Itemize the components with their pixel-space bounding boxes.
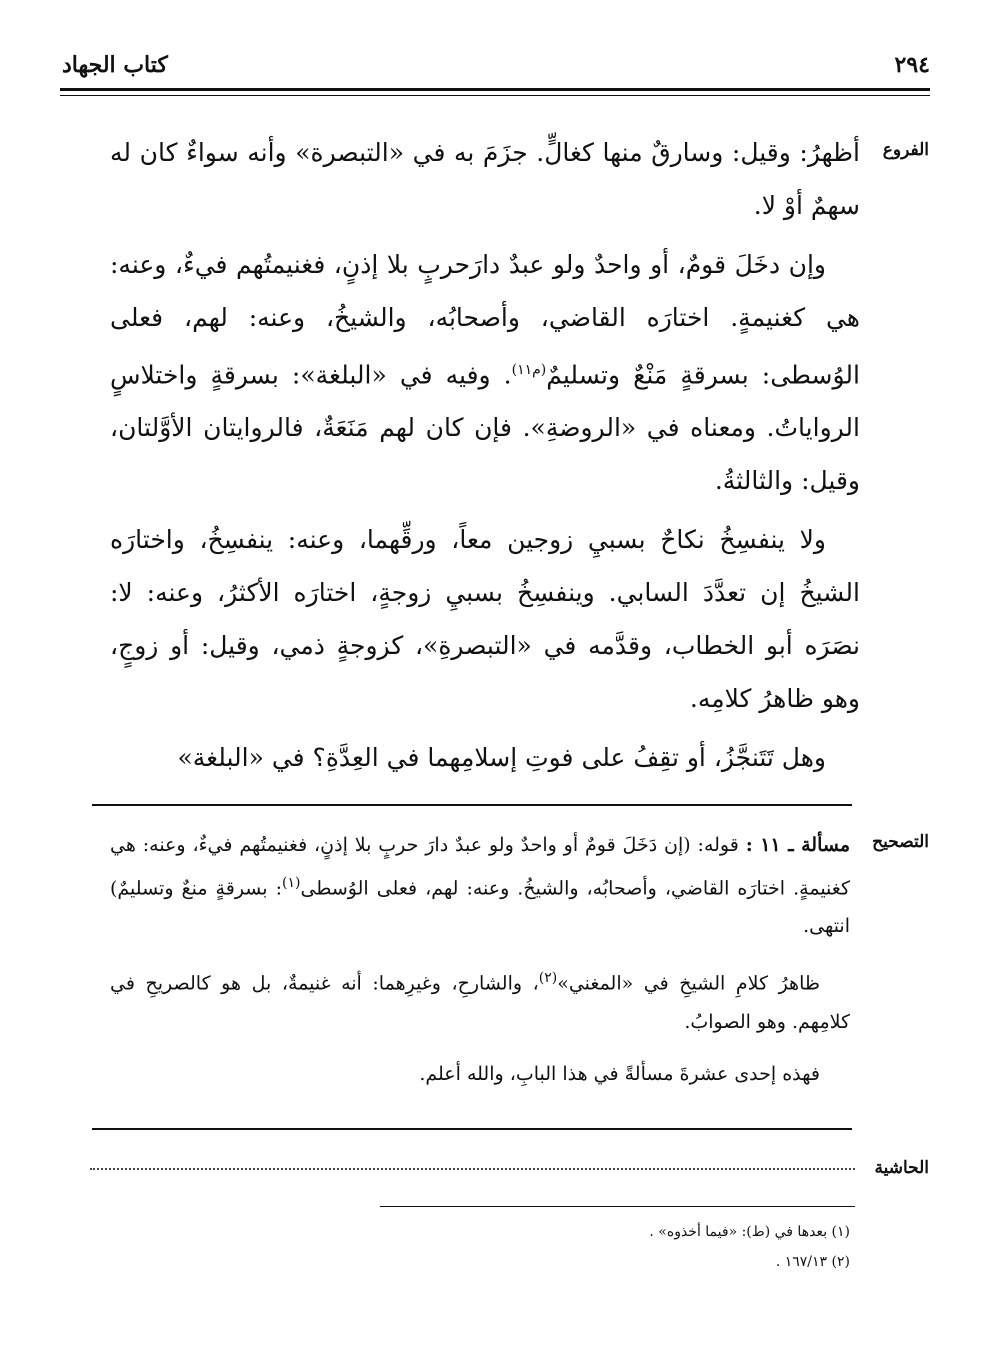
main-p4-text: وهل تَتَنجَّزُ، أو تقِفُ على فوتِ إسلامِهما في العِدَّةِ؟ في «البلغة»: [177, 743, 826, 773]
tashih-text: [110, 826, 850, 1107]
header-rule-thick: [60, 88, 930, 91]
main-p2-text: وإن دخَلَ قومٌ، أو واحدٌ ولو عبدٌ دارَحربٍ بلا إذنٍ، فغنيمتُهم فيءٌ، وعنه: هي كغنيمةٍ. اختارَه القاضي، وأصحابُه، والشيخُ، وعنه: لهم، فعلى الوُسطى: بسرقةٍ مَنْعٌ وتسليمٌ: [110, 250, 860, 390]
page-number: ٢٩٤: [894, 52, 930, 78]
tashih-paragraph-1: [110, 826, 850, 945]
section-divider-2: [92, 1128, 852, 1130]
section-divider-1: [92, 804, 852, 806]
hashiya-dotted-line: [90, 1168, 855, 1170]
main-p1-text: أظهرُ: وقيل: وسارقٌ منها كغالٍّ. جزَمَ به في «التبصرة» وأنه سواءٌ كان له سهمٌ أوْ لا.: [110, 138, 860, 220]
header-rule-thin: [60, 95, 930, 96]
masala-heading: مسألة ـ ١١ :: [745, 834, 851, 856]
label-furu: الفروع: [882, 140, 929, 160]
footnote-rule: [380, 1206, 855, 1207]
tashih-p2-text-cont: ، والشارحِ، وغيرِهما: أنه غنيمةٌ، بل هو كالصريحِ في كلامِهم. وهو الصوابُ.: [110, 972, 850, 1033]
tashih-p2-text: ظاهرُ كلامِ الشيخِ في «المغني»: [557, 972, 820, 995]
main-paragraph-2: [110, 238, 860, 507]
main-paragraph-4: [110, 731, 860, 784]
footnote-marker-m11: (م١١): [511, 362, 547, 378]
footnote-2: (٢) ١٦٧/١٣ .: [775, 1254, 850, 1270]
tashih-p1-text-cont: : بسرقةٍ منعٌ وتسليمٌ) انتهى.: [110, 877, 850, 938]
footnote-marker-2: (٢): [538, 970, 558, 987]
label-tashih: التصحيح: [872, 832, 929, 852]
tashih-p3-text: فهذه إحدى عشرةَ مسألةً في هذا البابِ، والله أعلم.: [419, 1062, 820, 1085]
main-p2-text-cont: . وفيه في «البلغة»: بسرقةٍ واختلاسٍ الرواياتُ. ومعناه في «الروضةِ». فإن كان لهم مَنَعَةٌ، فالروايتان الأوَّلتان، وقيل: والثالثةُ.: [110, 360, 860, 496]
main-paragraph-1: [110, 126, 860, 232]
main-paragraph-3: [110, 513, 860, 725]
tashih-paragraph-2: [110, 959, 850, 1040]
footnote-marker-1: (١): [281, 875, 301, 891]
tashih-paragraph-3: [110, 1055, 850, 1093]
main-text: [110, 126, 860, 790]
main-p3-text: ولا ينفسِخُ نكاحٌ بسبيِ زوجين معاً، ورقِّهما، وعنه: ينفسِخُ، واختارَه الشيخُ إن تعدَّدَ السابي. وينفسِخُ بسبيِ زوجةٍ، اختارَه الأكثرُ، وعنه: لا: نصَرَه أبو الخطاب، وقدَّمه في «التبصرةِ»، كزوجةٍ ذمي، وقيل: أو زوجٍ، وهو ظاهرُ كلامِه.: [110, 525, 860, 714]
label-hashiya: الحاشية: [874, 1158, 929, 1178]
tashih-p1-text: قوله: (إن دَخَلَ قومٌ أو واحدٌ ولو عبدٌ دارَ حربٍ بلا إذنٍ، فغنيمتُهم فيءٌ، وعنه: هي كغنيمةٍ. اختارَه القاضي، وأصحابُه، والشيخُ. وعنه: لهم، فعلى الوُسطى: [110, 834, 850, 900]
book-title: كتاب الجهاد: [62, 52, 168, 78]
footnote-1: (١) بعدها في (ط): «فيما أخذوه» .: [649, 1224, 850, 1240]
